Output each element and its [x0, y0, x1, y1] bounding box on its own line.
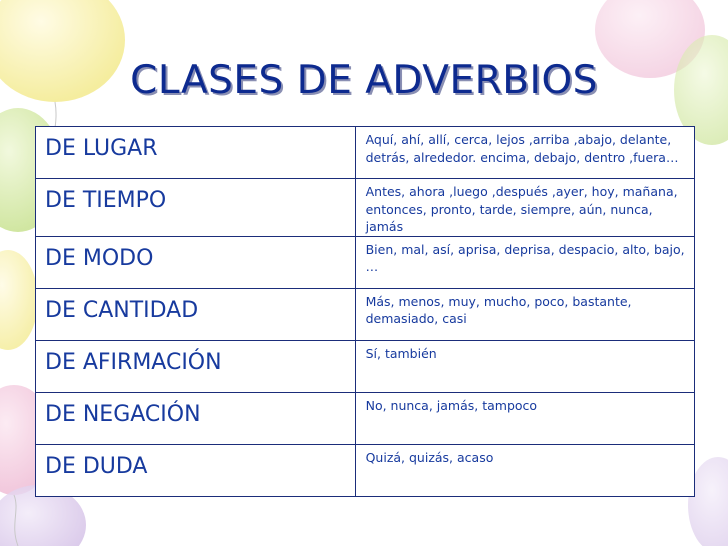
examples-cell — [355, 392, 694, 444]
examples-cell — [355, 179, 694, 237]
examples-cell — [355, 288, 694, 340]
category-label: DE TIEMPO — [45, 188, 167, 213]
category-cell — [36, 392, 356, 444]
table-row — [36, 340, 695, 392]
category-label: DE LUGAR — [45, 136, 158, 161]
table-row — [36, 288, 695, 340]
examples-cell — [355, 340, 694, 392]
balloon-yellow-left — [0, 250, 38, 350]
table-row — [36, 127, 695, 179]
table-row — [36, 392, 695, 444]
examples-text: Aquí, ahí, allí, cerca, lejos ,arriba ,abajo, delante, detrás, alrededor. encima, debajo, dentro ,fuera… — [365, 132, 679, 165]
examples-cell — [355, 236, 694, 288]
category-cell — [36, 127, 356, 179]
category-label: DE AFIRMACIÓN — [45, 349, 222, 375]
examples-text: Sí, también — [365, 345, 437, 361]
examples-text: Más, menos, muy, mucho, poco, bastante, demasiado, casi — [365, 293, 632, 326]
adverbs-table — [35, 126, 695, 497]
table-row — [36, 444, 695, 496]
category-label: DE CANTIDAD — [45, 297, 199, 323]
examples-text: No, nunca, jamás, tampoco — [365, 397, 538, 413]
category-cell — [36, 179, 356, 237]
table-row — [36, 236, 695, 288]
category-cell — [36, 236, 356, 288]
category-label: DE NEGACIÓN — [45, 401, 201, 427]
examples-text: Quizá, quizás, acaso — [365, 449, 494, 465]
examples-cell — [355, 444, 694, 496]
category-label: DE MODO — [45, 245, 154, 271]
category-cell — [36, 288, 356, 340]
examples-text: Bien, mal, así, aprisa, deprisa, despacio, alto, bajo, … — [365, 241, 685, 274]
examples-text: Antes, ahora ,luego ,después ,ayer, hoy, mañana, entonces, pronto, tarde, siempre, aún, nunca, jamás — [365, 184, 678, 234]
examples-cell — [355, 127, 694, 179]
category-cell — [36, 444, 356, 496]
table-row — [36, 179, 695, 237]
slide-title: CLASES DE ADVERBIOS — [130, 58, 598, 103]
category-cell — [36, 340, 356, 392]
category-label: DE DUDA — [45, 453, 148, 479]
